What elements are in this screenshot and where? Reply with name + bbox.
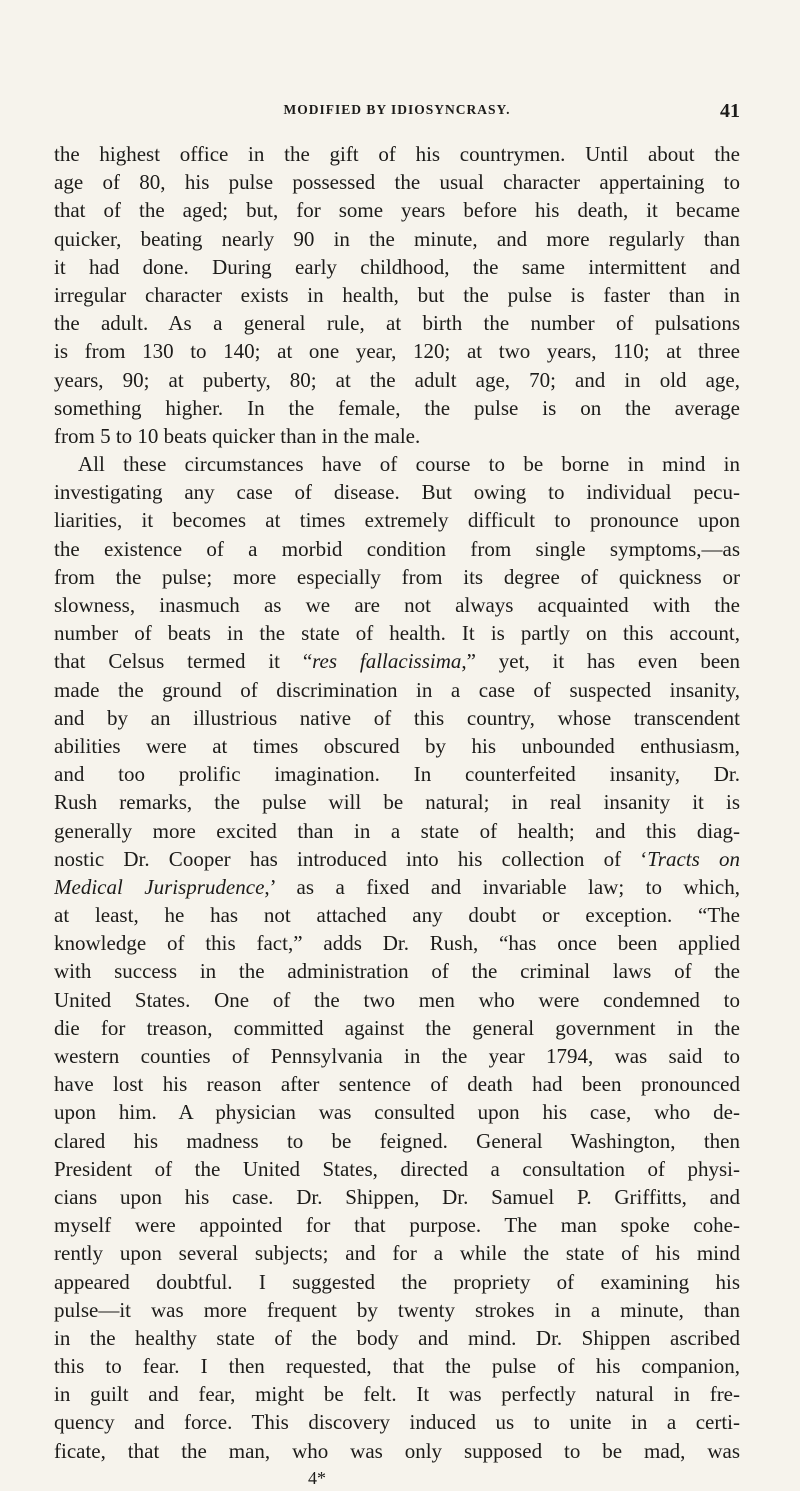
text-line xyxy=(54,1324,740,1352)
text-line xyxy=(54,1211,740,1239)
text-line xyxy=(54,450,740,478)
text-line xyxy=(54,1098,740,1126)
text-line xyxy=(54,873,740,901)
text-line xyxy=(54,760,740,788)
text-run: clared his madness to be feigned. General Washington, then xyxy=(54,1128,740,1153)
text-line xyxy=(54,901,740,929)
text-run: number of beats in the state of health. It is partly on this account, xyxy=(54,621,740,646)
text-run: liarities, it becomes at times extremely difficult to pronounce upon xyxy=(54,508,740,533)
text-line xyxy=(54,788,740,816)
text-line xyxy=(54,845,740,873)
text-line xyxy=(54,1380,740,1408)
text-line xyxy=(54,563,740,591)
text-run: pulse—it was more frequent by twenty strokes in a minute, than xyxy=(54,1297,740,1322)
text-run: slowness, inasmuch as we are not always acquainted with the xyxy=(54,593,740,617)
text-line xyxy=(54,1042,740,1070)
text-run: made the ground of discrimination in a case of suspected insanity, xyxy=(54,677,740,702)
text-run: Rush remarks, the pulse will be natural; in real insanity it is xyxy=(54,790,740,815)
text-line xyxy=(54,422,740,450)
text-run: irregular character exists in health, but the pulse is faster than in xyxy=(54,282,740,307)
text-run: age of 80, his pulse possessed the usual character appertaining to xyxy=(54,170,740,195)
text-run: that Celsus termed it “ xyxy=(54,649,313,674)
text-run: is from 130 to 140; at one year, 120; at two years, 110; at three xyxy=(54,339,740,364)
text-run: myself were appointed for that purpose. The man spoke cohe- xyxy=(54,1213,740,1238)
text-line xyxy=(54,196,740,224)
text-line xyxy=(54,535,740,563)
text-line xyxy=(54,366,740,394)
text-line xyxy=(54,168,740,196)
text-run: generally more excited than in a state of health; and this diag- xyxy=(54,818,740,843)
text-line xyxy=(54,676,740,704)
text-line xyxy=(54,140,740,168)
text-run: at least, he has not attached any doubt or exception. “The xyxy=(54,903,740,928)
page-number: 41 xyxy=(720,100,740,122)
text-run: upon him. A physician was consulted upon his case, who de- xyxy=(54,1100,740,1125)
text-run: that of the aged; but, for some years before his death, it became xyxy=(54,198,740,223)
text-line xyxy=(54,957,740,985)
text-run: ficate, that the man, who was only supposed to be mad, was xyxy=(54,1438,740,1463)
text-line xyxy=(54,309,740,337)
text-line xyxy=(54,1183,740,1211)
text-line xyxy=(54,1127,740,1155)
text-line xyxy=(54,986,740,1014)
text-line xyxy=(54,1296,740,1324)
text-line xyxy=(54,478,740,506)
text-run: the adult. As a general rule, at birth the number of pulsations xyxy=(54,311,740,336)
text-run: All these circumstances have of course to be borne in mind in xyxy=(78,452,740,477)
text-line xyxy=(54,1437,740,1465)
text-line xyxy=(54,394,740,422)
text-line xyxy=(54,1014,740,1042)
text-line xyxy=(54,1352,740,1380)
text-run: the existence of a morbid condition from single symptoms,—as xyxy=(54,536,740,561)
text-run: appeared doubtful. I suggested the propriety of examining his xyxy=(54,1269,740,1294)
text-line xyxy=(54,1155,740,1183)
text-run: have lost his reason after sentence of death had been pronounced xyxy=(54,1072,740,1097)
text-run: with success in the administration of the criminal laws of the xyxy=(54,959,740,984)
text-run: United States. One of the two men who were condemned to xyxy=(54,987,740,1012)
text-run: from the pulse; more especially from its degree of quickness or xyxy=(54,564,740,589)
page-header xyxy=(54,102,740,126)
text-line xyxy=(54,281,740,309)
text-line xyxy=(54,704,740,732)
text-run: investigating any case of disease. But owing to individual pecu- xyxy=(54,480,740,505)
text-run: quicker, beating nearly 90 in the minute, and more regularly than xyxy=(54,226,740,251)
text-run: in guilt and fear, might be felt. It was perfectly natural in fre- xyxy=(54,1382,740,1407)
text-run: nostic Dr. Cooper has introduced into his collection of ‘ xyxy=(54,846,648,871)
text-line xyxy=(54,1070,740,1098)
text-run: and by an illustrious native of this country, whose transcendent xyxy=(54,705,740,730)
text-run: and too prolific imagination. In counterfeited insanity, Dr. xyxy=(54,762,740,787)
italic-text: Medical Jurisprudence xyxy=(54,874,265,899)
text-line xyxy=(54,225,740,253)
text-line xyxy=(54,337,740,365)
text-line xyxy=(54,817,740,845)
text-run: abilities were at times obscured by his unbounded enthusiasm, xyxy=(54,733,740,758)
text-run: this to fear. I then requested, that the pulse of his companion, xyxy=(54,1354,740,1379)
text-line xyxy=(54,929,740,957)
text-line xyxy=(54,253,740,281)
text-run: cians upon his case. Dr. Shippen, Dr. Samuel P. Griffitts, and xyxy=(54,1184,740,1209)
text-line xyxy=(54,506,740,534)
text-line xyxy=(54,1408,740,1436)
text-run: ,’ as a fixed and invariable law; to which, xyxy=(264,874,740,899)
running-head: MODIFIED BY IDIOSYNCRASY. xyxy=(283,102,511,117)
text-run: in the healthy state of the body and mind. Dr. Shippen ascribed xyxy=(54,1325,740,1350)
text-run: quency and force. This discovery induced us to unite in a certi- xyxy=(54,1410,740,1435)
text-run: ,” yet, it has even been xyxy=(461,649,740,674)
text-run: from 5 to 10 beats quicker than in the male. xyxy=(54,423,421,448)
text-run: rently upon several subjects; and for a while the state of his mind xyxy=(54,1241,740,1266)
body-text xyxy=(54,140,740,1491)
text-run: years, 90; at puberty, 80; at the adult age, 70; and in old age, xyxy=(54,367,740,392)
text-run: western counties of Pennsylvania in the year 1794, was said to xyxy=(54,1044,740,1068)
text-line xyxy=(54,1268,740,1296)
text-run: President of the United States, directed a consultation of physi- xyxy=(54,1156,740,1181)
text-line xyxy=(54,732,740,760)
text-run: die for treason, committed against the general government in the xyxy=(54,1015,740,1040)
text-line xyxy=(54,647,740,675)
text-line xyxy=(54,591,740,619)
italic-text: res fallacissima xyxy=(312,649,462,674)
text-run: it had done. During early childhood, the same intermittent and xyxy=(54,254,740,279)
text-run: knowledge of this fact,” adds Dr. Rush, “has once been applied xyxy=(54,931,740,956)
text-line xyxy=(54,619,740,647)
text-run: something higher. In the female, the pulse is on the average xyxy=(54,395,740,420)
signature-mark: 4* xyxy=(308,1467,326,1488)
italic-text: Tracts on xyxy=(647,846,740,871)
text-run: the highest office in the gift of his countrymen. Until about the xyxy=(54,142,740,166)
text-line xyxy=(54,1239,740,1267)
